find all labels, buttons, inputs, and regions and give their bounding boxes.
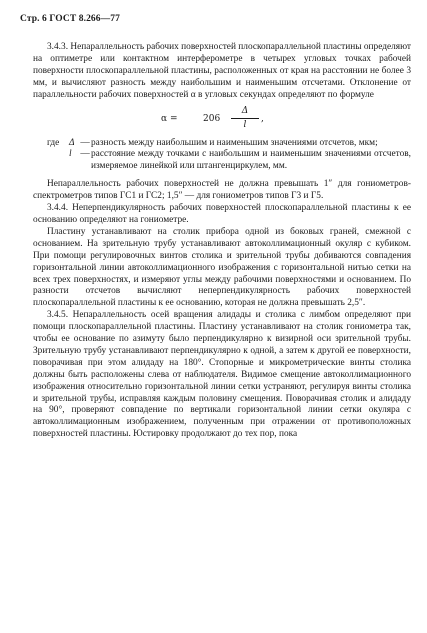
- paragraph-limit: Непараллельность рабочих поверхностей не должна превышать 1″ для гониометров-спектрометров типов ГС1 и ГС2; 1,5″ — для гониометров типов Г3 и Г5.: [33, 179, 411, 202]
- definition-symbol: Δ: [69, 137, 75, 148]
- page-header: Стр. 6 ГОСТ 8.266—77: [20, 14, 120, 24]
- paragraph-3-4-3: 3.4.3. Непараллельность рабочих поверхностей плоскопараллельной пластины определяют на оптиметре или контактном интерферометре в четырех угловых точках рабочей поверхности плоскопараллельной пластины, расположенных от края на расстоянии не более 3 мм, и вычисляют разность между наибольшим и наименьшим отсчетами. Отклонение от параллельности рабочих поверхностей α в угловых секундах определяют по формуле: [33, 42, 412, 100]
- formula-coefficient: 206: [203, 113, 221, 124]
- formula-lhs: α =: [161, 113, 178, 124]
- definitions-lead: где: [47, 137, 60, 148]
- definition-l: [33, 149, 411, 173]
- formula-denominator: l: [243, 120, 247, 131]
- definition-symbol: l: [69, 149, 72, 160]
- definition-dash: —: [80, 149, 90, 160]
- definition-text: разность между наибольшим и наименьшим значениями отсчетов, мкм;: [91, 137, 378, 148]
- definition-delta: [33, 138, 411, 150]
- formula-numerator: Δ: [231, 106, 259, 120]
- definition-dash: —: [80, 137, 90, 148]
- paragraph-3-4-4-body: Пластину устанавливают на столик прибора одной из боковых граней, смежной с основанием. На зрительную трубу устанавливают автоколлимационный окуляр с кубиком. При помощи регулировочных винтов столика и зрительной трубы добиваются совпадения горизонтальной линии автоколлимационного изображения с горизонтальной нитью сетки на всех трех поверхностях, и измеряют углы между рабочими поверхностями и основанием. По разности отсчетов вычисляют неперпендикулярность рабочих поверхностей плоскопараллельной пластины к ее основанию, которая не должна превышать 2,5″.: [33, 226, 411, 309]
- paragraph-3-4-5: 3.4.5. Непараллельность осей вращения алидады и столика с лимбом определяют при помощи плоскопараллельной пластины. Пластину устанавливают на столик гониометра так, чтобы ее основание по азимуту было перпендикулярно к визирной оси зрительной трубы. Зрительную трубу устанавливают перпендикулярно к одной, а затем к другой ее поверхности, поворачивая при этом алидаду на 180°. Стопорные и микрометрические винты столика должны быть расположены слева от наблюдателя. Видимое смещение автоколлимационного изображения относительно горизонтальной линии сетки устраняют, регулируя винты столика и зрительной трубы, исправляя каждым половину смещения. Поворачивая столик и алидаду на 90°, проверяют совпадение по вертикали горизонтальной линии сетки окуляра с автоколлимационным изображением, полученным при отражении от противоположных поверхностей пластины. Юстировку продолжают до тех пор, пока: [33, 310, 411, 440]
- formula-comma: ,: [261, 113, 264, 124]
- definitions-list: [33, 138, 411, 174]
- formula-alpha: [161, 106, 411, 132]
- formula-fraction: [231, 106, 259, 133]
- definition-text: расстояние между точками с наибольшим и наименьшим значениями отсчетов, измеряемое линейкой или штангенциркулем, мм.: [91, 149, 411, 172]
- paragraph-3-4-4-title: 3.4.4. Неперпендикулярность рабочих поверхностей плоскопараллельной пластины к ее основанию определяют на гониометре.: [33, 203, 411, 225]
- document-body: [33, 42, 411, 441]
